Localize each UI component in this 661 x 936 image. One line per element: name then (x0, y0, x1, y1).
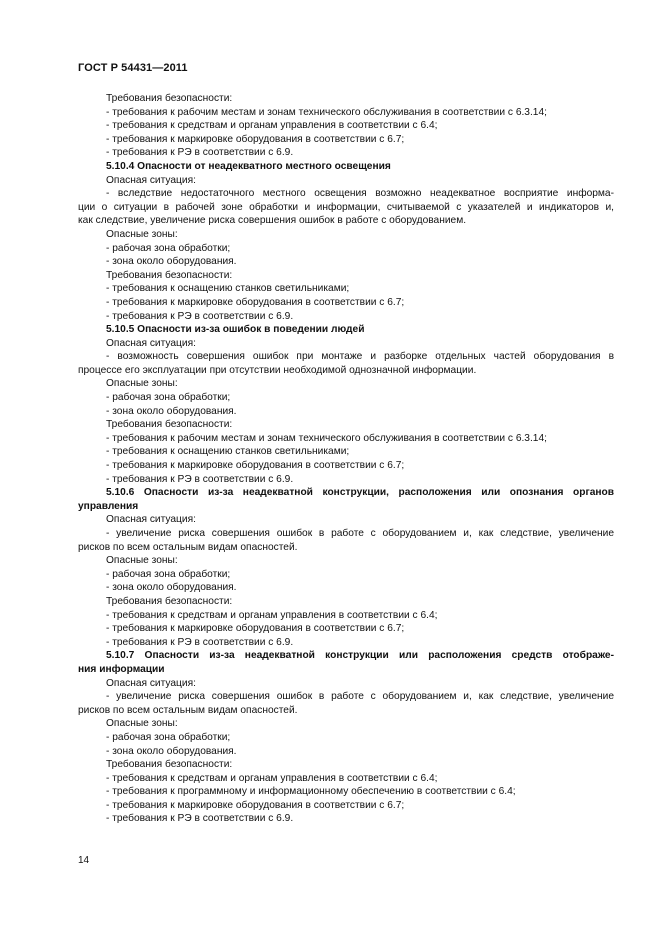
text-line: - требования к маркировке оборудования в соответствии с 6.7; (106, 623, 405, 635)
text-line: - возможность совершения ошибок при монтаже и разборке отдельных частей оборудования в (106, 351, 614, 363)
text-line: - требования к РЭ в соответствии с 6.9. (106, 310, 294, 322)
text-line: Опасная ситуация: (106, 514, 196, 526)
text-line: Опасные зоны: (106, 378, 178, 390)
text-line: - рабочая зона обработки; (106, 392, 231, 404)
text-line: Опасные зоны: (106, 228, 178, 240)
section-heading-line: 5.10.7 Опасности из-за неадекватной конструкции или расположения средств отображе- (106, 650, 614, 662)
text-line: - зона около оборудования. (106, 405, 237, 417)
text-line: Требования безопасности: (106, 93, 233, 104)
text-line: - вследствие недостаточного местного освещения возможно неадекватное восприятие информа- (106, 188, 614, 200)
section-heading-line: 5.10.5 Опасности из-за ошибок в поведении людей (106, 324, 365, 336)
text-line: - рабочая зона обработки; (106, 568, 231, 580)
section-heading-line: 5.10.6 Опасности из-за неадекватной конструкции, расположения или опознания органов (106, 487, 614, 499)
text-line: Опасные зоны: (106, 555, 178, 567)
text-line: рисков по всем остальным видам опасностей. (78, 704, 298, 716)
text-line: - требования к оснащению станков светильниками; (106, 283, 350, 295)
text-line: ции о ситуации в рабочей зоне обработки и информации, считываемой с указателей и индикаторов и, (78, 201, 614, 213)
text-line: - требования к оснащению станков светильниками; (106, 446, 350, 458)
text-line: - требования к средствам и органам управления в соответствии с 6.4; (106, 772, 438, 784)
text-line: - зона около оборудования. (106, 256, 237, 268)
text-line: как следствие, увеличение риска совершения ошибок в работе с оборудованием. (78, 215, 467, 227)
text-line: процессе его эксплуатации при отсутствии необходимой однозначной информации. (78, 364, 477, 376)
text-line: - требования к маркировке оборудования в соответствии с 6.7; (106, 296, 405, 308)
document-header: ГОСТ Р 54431—2011 (78, 62, 188, 74)
text-line: Требования безопасности: (106, 269, 233, 281)
text-line: - зона около оборудования. (106, 745, 237, 757)
text-line: - рабочая зона обработки; (106, 731, 231, 743)
text-line: Требования безопасности: (106, 419, 233, 431)
text-line: Опасная ситуация: (106, 677, 196, 689)
text-line: Требования безопасности: (106, 759, 233, 771)
section-heading-line: ния информации (78, 663, 165, 675)
text-line: Опасная ситуация: (106, 337, 196, 349)
text-line: - требования к РЭ в соответствии с 6.9. (106, 636, 294, 648)
text-line: - требования к маркировке оборудования в соответствии с 6.7; (106, 460, 405, 472)
text-line: - требования к РЭ в соответствии с 6.9. (106, 147, 294, 159)
text-line: - увеличение риска совершения ошибок в работе с оборудованием и, как следствие, увеличение (106, 528, 614, 539)
text-line: - требования к рабочим местам и зонам технического обслуживания в соответствии с 6.3.14; (106, 432, 547, 444)
text-line: - увеличение риска совершения ошибок в работе с оборудованием и, как следствие, увеличение (106, 691, 614, 703)
text-line: - требования к РЭ в соответствии с 6.9. (106, 813, 294, 825)
document-body (78, 92, 614, 826)
text-line: Опасная ситуация: (106, 174, 196, 186)
page-number: 14 (78, 855, 90, 866)
section-heading-line: управления (78, 500, 139, 512)
text-line: - требования к рабочим местам и зонам технического обслуживания в соответствии с 6.3.14; (106, 106, 547, 118)
text-line: - рабочая зона обработки; (106, 242, 231, 254)
text-line: - требования к маркировке оборудования в соответствии с 6.7; (106, 133, 405, 145)
text-line: - требования к средствам и органам управления в соответствии с 6.4; (106, 609, 438, 621)
text-line: Требования безопасности: (106, 595, 233, 607)
text-line: Опасные зоны: (106, 718, 178, 730)
text-line: - требования к программному и информационному обеспечению в соответствии с 6.4; (106, 786, 516, 798)
text-line: - требования к маркировке оборудования в соответствии с 6.7; (106, 799, 405, 811)
text-line: - требования к РЭ в соответствии с 6.9. (106, 473, 294, 485)
text-line: - зона около оборудования. (106, 582, 237, 594)
text-line: рисков по всем остальным видам опасностей. (78, 541, 298, 553)
section-heading-line: 5.10.4 Опасности от неадекватного местного освещения (106, 160, 391, 172)
text-line: - требования к средствам и органам управления в соответствии с 6.4; (106, 120, 438, 132)
